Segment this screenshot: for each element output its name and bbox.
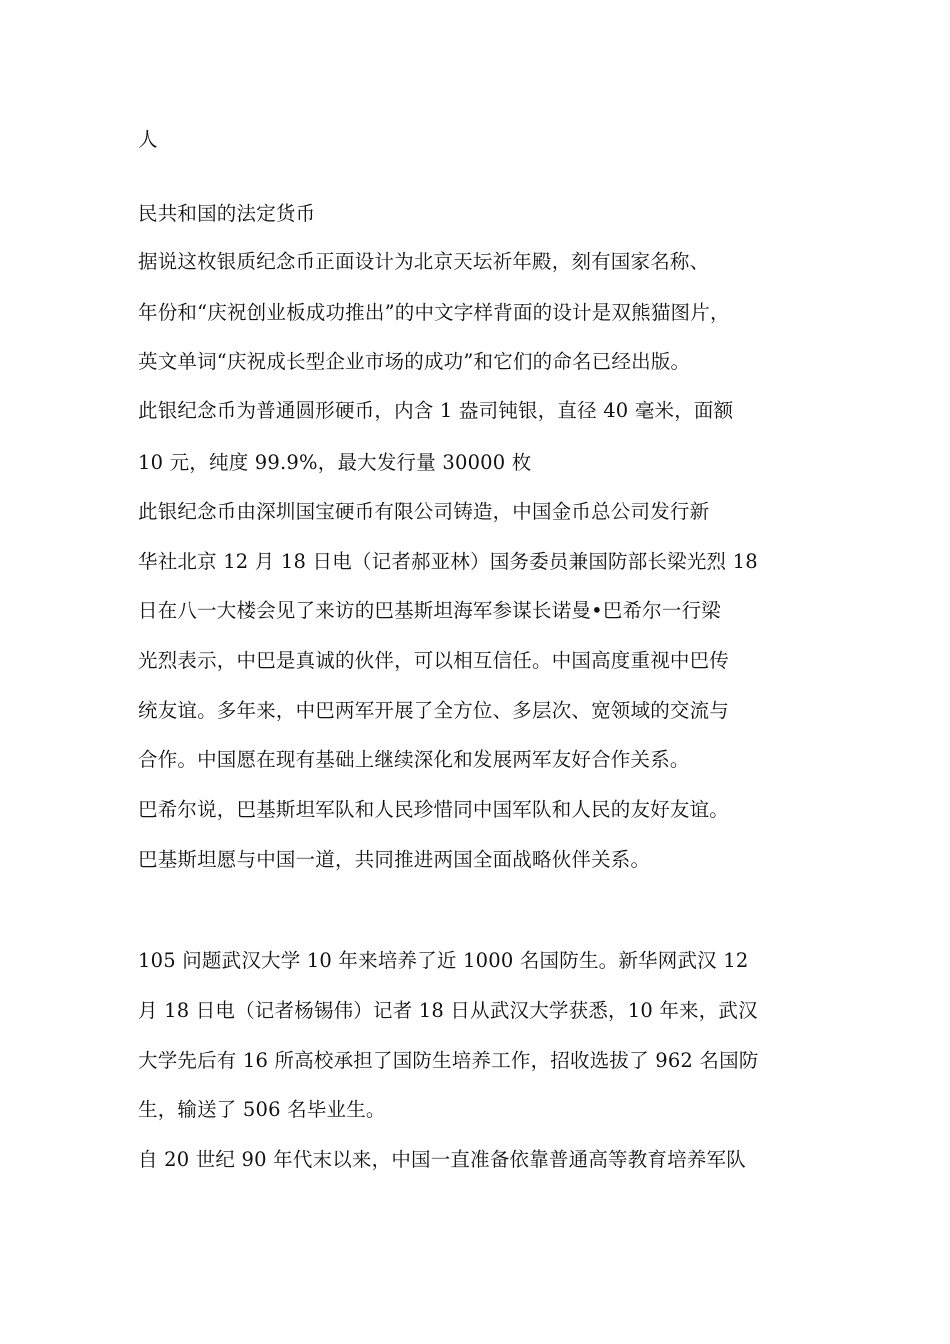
text-line: 人 <box>138 128 158 151</box>
text-line: 大学先后有 16 所高校承担了国防生培养工作，招收选拔了 962 名国防 <box>138 1049 759 1072</box>
text-line: 民共和国的法定货币 <box>138 202 316 225</box>
text-line: 年份和“庆祝创业板成功推出”的中文字样背面的设计是双熊猫图片， <box>138 301 730 324</box>
text-line: 华社北京 12 月 18 日电（记者郝亚林）国务委员兼国防部长梁光烈 18 <box>138 550 758 573</box>
text-line: 据说这枚银质纪念币正面设计为北京天坛祈年殿，刻有国家名称、 <box>138 250 710 273</box>
text-line: 生，输送了 506 名毕业生。 <box>138 1098 386 1121</box>
text-line: 月 18 日电（记者杨锡伟）记者 18 日从武汉大学获悉，10 年来，武汉 <box>138 999 758 1022</box>
text-line: 日在八一大楼会见了来访的巴基斯坦海军参谋长诺曼•巴希尔一行梁 <box>138 599 722 622</box>
text-line: 105 问题武汉大学 10 年来培养了近 1000 名国防生。新华网武汉 12 <box>138 949 749 972</box>
text-line: 自 20 世纪 90 年代末以来，中国一直准备依靠普通高等教育培养军队 <box>138 1148 746 1171</box>
text-line: 光烈表示，中巴是真诚的伙伴，可以相互信任。中国高度重视中巴传 <box>138 649 730 672</box>
text-line: 此银纪念币由深圳国宝硬币有限公司铸造，中国金币总公司发行新 <box>138 500 710 523</box>
text-line: 统友谊。多年来，中巴两军开展了全方位、多层次、宽领域的交流与 <box>138 699 730 722</box>
text-line: 英文单词“庆祝成长型企业市场的成功”和它们的命名已经出版。 <box>138 350 691 373</box>
text-line: 合作。中国愿在现有基础上继续深化和发展两军友好合作关系。 <box>138 748 690 771</box>
text-line: 巴希尔说，巴基斯坦军队和人民珍惜同中国军队和人民的友好友谊。 <box>138 798 730 821</box>
text-line: 10 元，纯度 99.9%，最大发行量 30000 枚 <box>138 451 532 474</box>
text-line: 此银纪念币为普通圆形硬币，内含 1 盎司钝银，直径 40 毫米，面额 <box>138 399 734 422</box>
text-line: 巴基斯坦愿与中国一道，共同推进两国全面战略伙伴关系。 <box>138 848 651 871</box>
